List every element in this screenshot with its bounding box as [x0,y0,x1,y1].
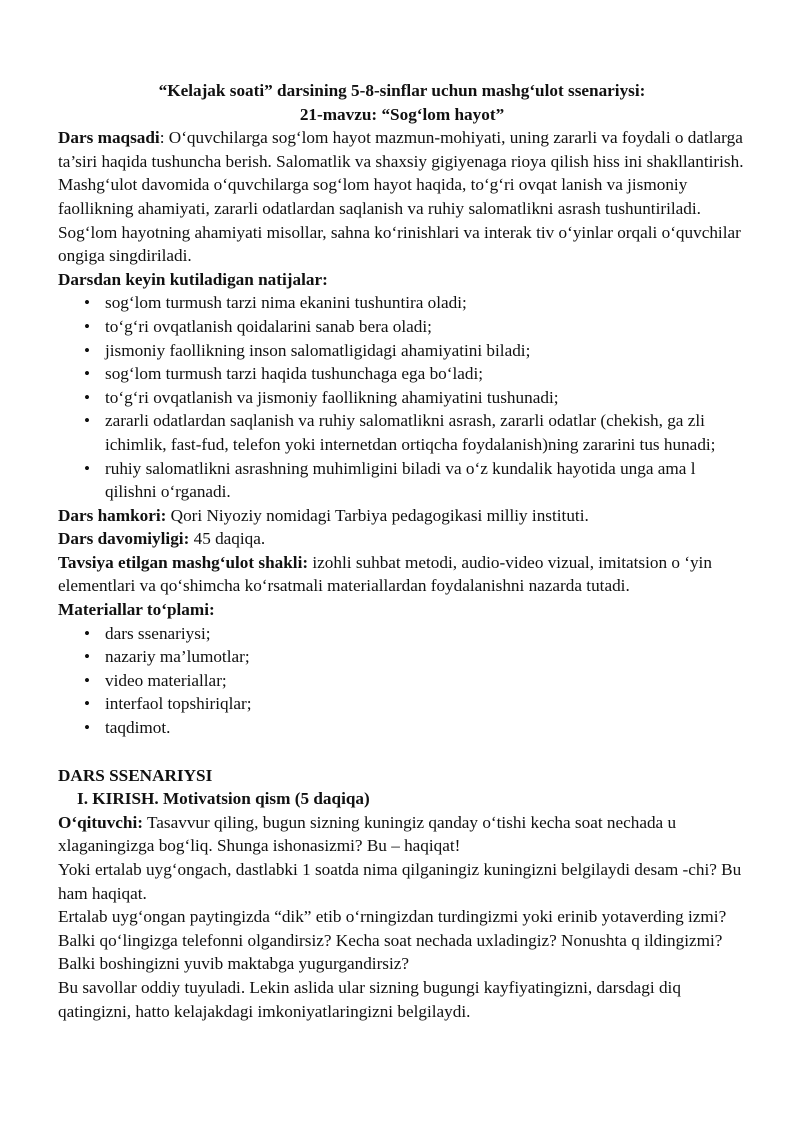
body-paragraph: Yoki ertalab uyg‘ongach, dastlabki 1 soatda nima qilganingiz kuningizni belgilaydi desam -chi? Bu ham haqiqat. [58,860,742,903]
results-list [58,291,746,503]
duration-text: 45 daqiqa. [189,529,266,549]
duration-line [58,527,746,551]
section-heading: I. KIRISH. Motivatsion qism (5 daqiqa) [77,789,370,809]
teacher-paragraph [58,811,746,858]
duration-label: Dars davomiyligi: [58,529,190,549]
goal-paragraph [58,126,746,268]
blank-line [58,740,746,764]
format-label: Tavsiya etilgan mashg‘ulot shakli: [58,552,309,572]
materials-list [58,622,746,740]
partner-text: Qori Niyoziy nomidagi Tarbiya pedagogikasi milliy instituti. [166,505,589,525]
list-item: • interfaol topshiriqlar; [105,692,746,716]
list-item: • to‘g‘ri ovqatlanish qoidalarini sanab bera oladi; [105,315,746,339]
goal-text: : O‘quvchilarga sog‘lom hayot mazmun-mohiyati, uning zararli va foydali o datlarga ta’siri haqida tushuncha berish. Salomatlik va shaxsiy gigiyenaga rioya qilish hiss ini shakllantirish. Mashg‘ulot davomida o‘quvchilarga sog‘lom hayot haqida, to‘g‘ri ovqat lanish va jismoniy faollikning ahamiyati, zararli odatlardan saqlanish va ruhiy salomatlikni asrash tushuntiriladi. Sog‘lom hayotning ahamiyati misollar, sahna ko‘rinishlari va interak tiv o‘yinlar orqali o‘quvchilar ongiga singdiriladi. [58,128,744,266]
document-page [58,79,746,1023]
list-item: • video materiallar; [105,669,746,693]
list-item: • sog‘lom turmush tarzi haqida tushunchaga ega bo‘ladi; [105,362,746,386]
document-title: “Kelajak soati” darsining 5-8-sinflar uchun mashg‘ulot ssenariysi: [158,81,646,100]
body-paragraph: Ertalab uyg‘ongan paytingizda “dik” etib o‘rningizdan turdingizmi yoki erinib yotaverding izmi? Balki qo‘lingizga telefonni olgandirsiz? Kecha soat nechada uxladingiz? Nonushta q ildingizmi? Balki boshingizni yuvib maktabga yugurgandirsiz? [58,907,727,974]
materials-heading: Materiallar to‘plami: [58,600,215,620]
list-item: • nazariy ma’lumotlar; [105,645,746,669]
list-item: • to‘g‘ri ovqatlanish va jismoniy faollikning ahamiyatini tushunadi; [105,386,746,410]
list-item: • taqdimot. [105,716,746,740]
topic-title: 21-mavzu: “Sog‘lom hayot” [299,104,505,124]
list-item: • sog‘lom turmush tarzi nima ekanini tushuntira oladi; [105,291,746,315]
body-paragraph: Bu savollar oddiy tuyuladi. Lekin aslida ular sizning bugungi kayfiyatingizni, darsdagi diq qatingizni, hatto kelajakdagi imkoniyatlaringizni belgilaydi. [58,977,681,1021]
list-item: • dars ssenariysi; [105,622,746,646]
results-heading: Darsdan keyin kutiladigan natijalar: [58,269,328,289]
partner-label: Dars hamkori: [58,505,167,525]
teacher-text: Tasavvur qiling, bugun sizning kuningiz qanday o‘tishi kecha soat nechada u xlaganingizga bog‘liq. Shunga ishonasizmi? Bu – haqiqat! [58,812,677,856]
goal-label: Dars maqsadi [58,128,160,148]
list-item: • ruhiy salomatlikni asrashning muhimligini biladi va o‘z kundalik hayotida unga ama l qilishni o‘rganadi. [105,457,746,504]
format-paragraph [58,551,746,598]
list-item: • jismoniy faollikning inson salomatligidagi ahamiyatini biladi; [105,339,746,363]
list-item: • zararli odatlardan saqlanish va ruhiy salomatlikni asrash, zararli odatlar (chekish, ga zli ichimlik, fast-fud, telefon yoki internetdan ortiqcha foydalanish)ning zararini tus hunadi; [105,409,746,456]
teacher-label: O‘qituvchi: [58,812,143,832]
scenario-title: DARS SSENARIYSI [58,765,213,785]
partner-line [58,504,746,528]
format-text: izohli suhbat metodi, audio-video vizual, imitatsion o ‘yin elementlari va qo‘shimcha ko‘rsatmali materiallardan foydalanishni nazarda tutadi. [58,552,712,596]
